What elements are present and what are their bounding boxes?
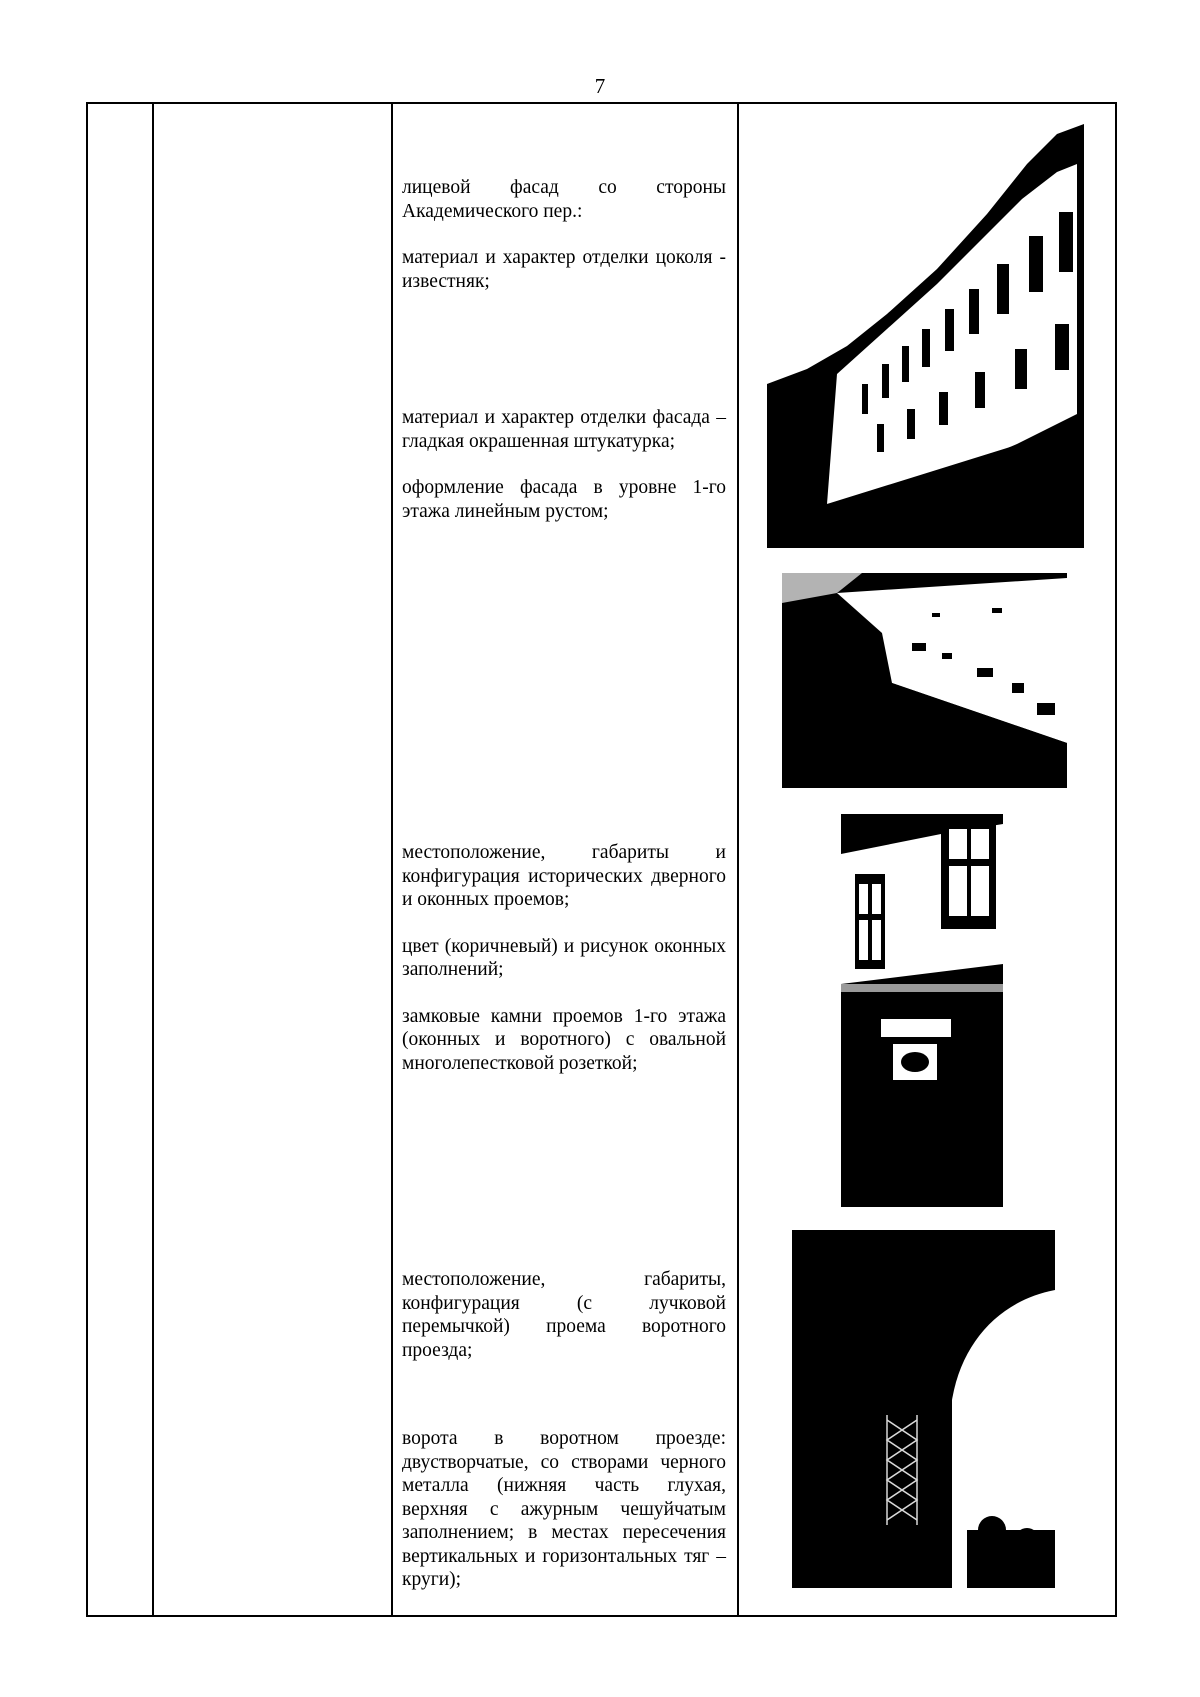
gate-arch-photo: [792, 1230, 1055, 1588]
windows-keystone-photo: [841, 814, 1003, 1207]
column-divider: [737, 104, 739, 1615]
paragraph: оформление фасада в уровне 1-го этажа линейным рустом;: [402, 477, 726, 522]
text-group-facade-finish: [402, 406, 726, 523]
paragraph: лицевой фасад со стороны Академического пер.:: [402, 177, 726, 222]
gate-arch-image: [792, 1230, 1055, 1588]
paragraph: материал и характер отделки цоколя - известняк;: [402, 247, 726, 292]
plinth-closeup-image: [782, 573, 1067, 788]
paragraph: местоположение, габариты, конфигурация (с лучковой перемычкой) проема воротного проезда;: [402, 1269, 726, 1361]
plinth-closeup-photo: [782, 573, 1067, 788]
text-group-gate: [402, 1427, 726, 1592]
text-group-gate-opening: [402, 1268, 726, 1362]
text-group-facade-plinth: [402, 176, 726, 293]
column-divider: [391, 104, 393, 1615]
facade-perspective-photo: [767, 124, 1084, 548]
windows-keystone-image: [841, 814, 1003, 1207]
facade-perspective-image: [767, 124, 1084, 548]
paragraph: местоположение, габариты и конфигурация исторических дверного и оконных проемов;: [402, 842, 726, 910]
paragraph: цвет (коричневый) и рисунок оконных заполнений;: [402, 935, 726, 980]
text-group-openings: [402, 841, 726, 1075]
paragraph: замковые камни проемов 1-го этажа (оконных и воротного) с овальной многолепестковой розеткой;: [402, 1005, 726, 1074]
column-divider: [152, 104, 154, 1615]
paragraph: ворота в воротном проезде: двустворчатые, со створами черного металла (нижняя часть глухая, верхняя с ажурным чешуйчатым заполнением; в местах пересечения вертикальных и горизонтальных тяг – круги);: [402, 1428, 726, 1590]
page-number: 7: [594, 74, 606, 98]
paragraph: материал и характер отделки фасада – гладкая окрашенная штукатурка;: [402, 407, 726, 452]
